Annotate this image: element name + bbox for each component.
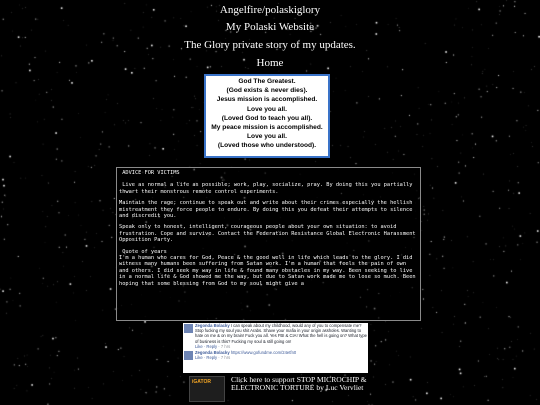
comment [183, 323, 368, 349]
site-title: My Polaski Website [225, 21, 315, 33]
comment-link[interactable]: https://www.gofundme.com/24etfn0 [230, 350, 297, 356]
advice-scroll-box[interactable] [116, 167, 421, 321]
reply-link[interactable]: Reply [206, 343, 218, 349]
motto-line: Love you all. [247, 133, 287, 141]
motto-line: (Loved God to teach you all). [221, 114, 313, 122]
motto-box [204, 74, 330, 158]
comment-time: 7 hrs [220, 343, 231, 349]
quote-text: I'm a human who cares for God, Peace & the good well in life which leads to the glory. I did witness many humans been suffering from Satan work. I'm a human that feels the pain of own and others. I did seek my way in life & found many obstacles in my way. Been seeking to live in a normal life & God showed me the way, but due to Satan work made me to lose so much. Been hoping that some blessing from God to my soul might give a [119, 255, 419, 287]
advice-paragraph: Maintain the rage; continue to speak out and write about their crimes especially the hellish mistreatment they force people to endure. By doing this you defeat their attempts to silence and discredit you. [119, 200, 416, 220]
like-link[interactable]: Like [195, 343, 203, 349]
comment-text: I can speak about my childhood, would any of you to compensate me? Stop fucking my soul you shit Arabs. Shave your mafia in your origin assholes. Wanting to hate on me & on my brain! Fuck you all. Yes FBI & CIA! What the hell is going on? What type of business is this? Fucking my soul & still going on! [195, 323, 368, 344]
comment [183, 350, 368, 360]
advice-paragraph: Speak only to honest, intelligent, courageous people about your own situation: to avoid frustration. Cope and survive. Contact the Federation Resistance Global Electronic Harassment Opposition Party. [119, 224, 419, 244]
reply-link[interactable]: Reply [206, 355, 218, 361]
motto-line: (God exists & never dies). [226, 87, 308, 95]
home-link[interactable]: Home [256, 57, 284, 69]
ad-brand-logo: iGATOR [192, 379, 211, 385]
advice-title: ADVICE FOR VICTIMS [119, 170, 180, 176]
ad-thumbnail[interactable] [189, 376, 225, 402]
comment-time: 7 hrs [220, 355, 231, 361]
comment-meta: Like · Reply · 7 hrs [195, 343, 231, 349]
avatar [184, 351, 193, 360]
motto-line: Jesus mission is accomplished. [216, 96, 318, 104]
site-tagline: The Glory private story of my updates. [184, 39, 356, 51]
comment-author[interactable]: Zegonda Bolacky [195, 350, 230, 356]
motto-line: Love you all. [247, 105, 287, 113]
motto-line: God The Greatest. [238, 78, 296, 85]
facebook-comments-embed [183, 323, 368, 373]
ad-link[interactable]: Click here to support STOP MICROCHIP & ELECTRONIC TORTURE by Luc Vervliet [231, 375, 367, 393]
motto-line: My peace mission is accomplished. [211, 124, 323, 132]
avatar [184, 324, 193, 333]
quote-title: Quote of years [119, 248, 167, 255]
motto-line: (Loved those who understood). [217, 142, 317, 150]
support-ad[interactable] [183, 374, 373, 405]
comment-author[interactable]: Zegonda Bolacky [195, 323, 230, 328]
comment-meta: Like · Reply · 7 hrs [195, 355, 231, 361]
like-link[interactable]: Like [195, 355, 203, 361]
site-name: Angelfire/polaskiglory [219, 4, 321, 16]
advice-paragraph: Live as normal a life as possible; work, play, socialize, pray. By doing this you partially thwart their monstrous remote control experiments. [119, 182, 416, 195]
